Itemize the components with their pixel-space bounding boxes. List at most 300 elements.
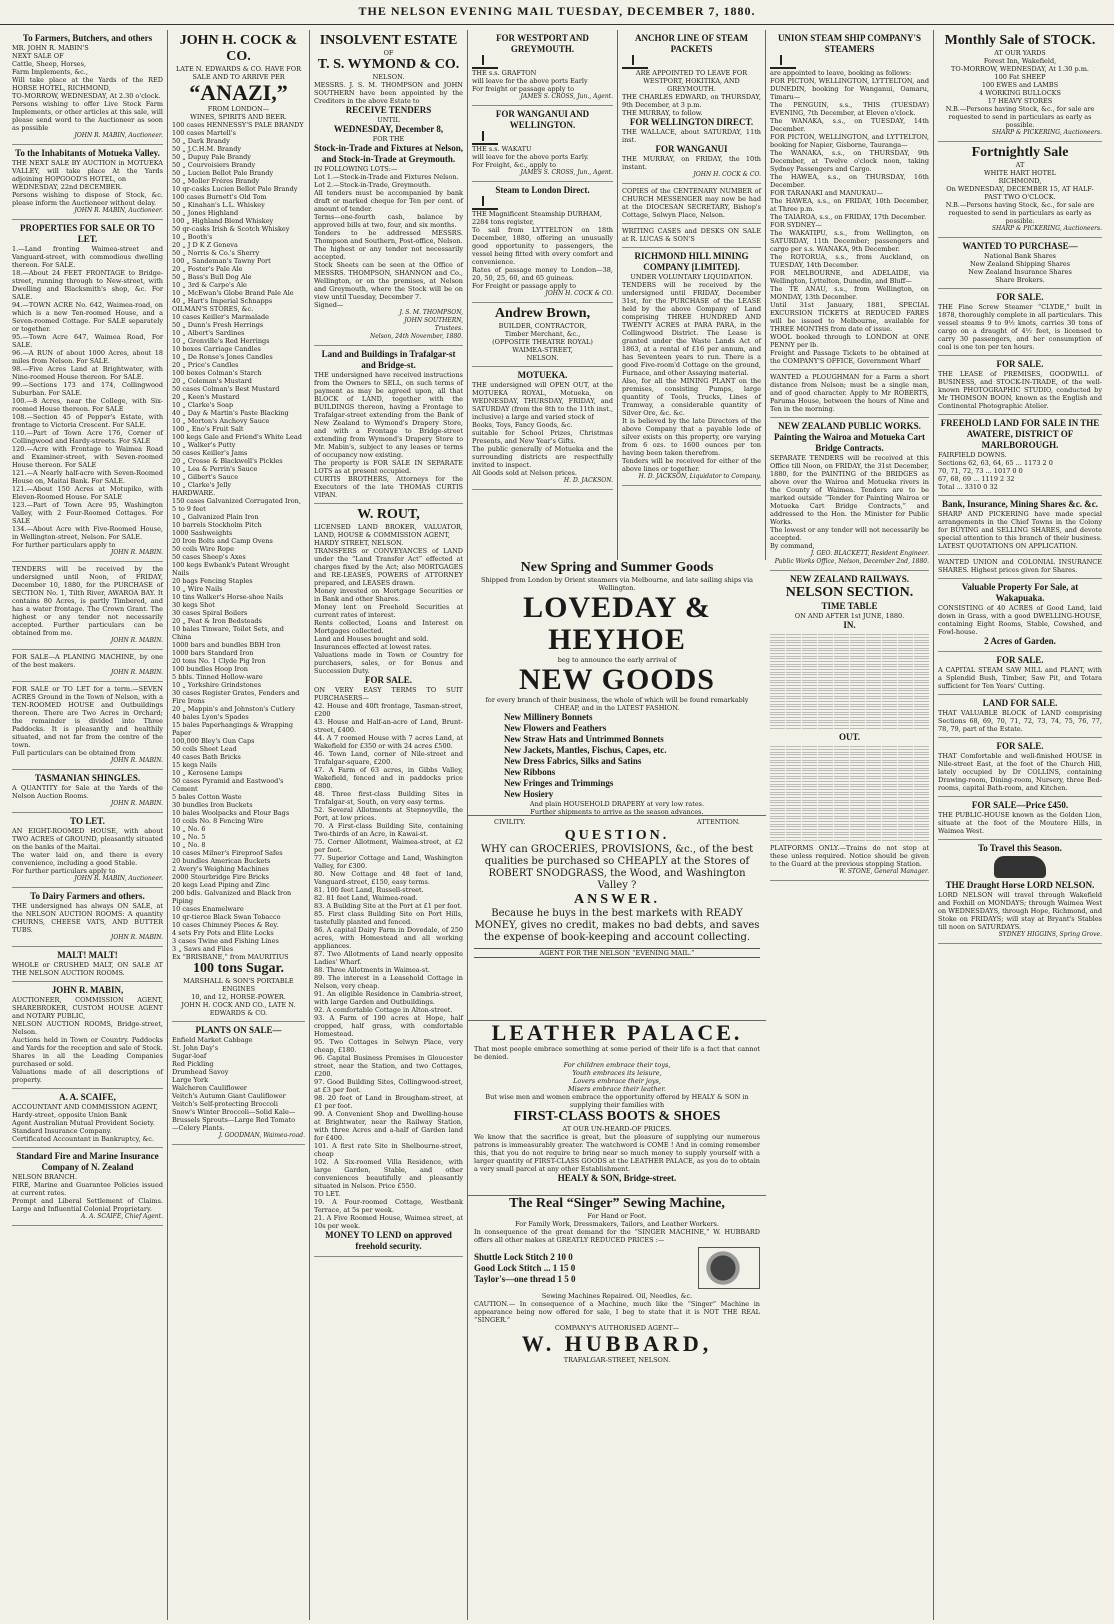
brown-line: BUILDER, CONTRACTOR, xyxy=(498,322,587,330)
timetable-cell xyxy=(882,746,897,753)
timetable-cell xyxy=(818,770,833,777)
lot-line: Stock Sheets can be seen at the Office of MESSRS. THOMPSON, SHANNON and Co., Wellington, or on the premises, at Nelson and Greymouth, where the Stock will be on view until Tuesday, December 7. xyxy=(314,261,463,301)
wellington-title: FOR WELLINGTON DIRECT. xyxy=(629,117,754,127)
sale-line: 89. The interest in a Leasehold Cottage in Nelson, very cheap. xyxy=(314,974,463,990)
col1-ad xyxy=(12,813,163,888)
ad-title: MALT! MALT! xyxy=(57,950,118,960)
wanganui-line: will leave for the above ports Early. xyxy=(472,153,589,161)
timetable-cell xyxy=(882,786,897,793)
timetable-cell xyxy=(882,722,897,729)
ad-line: NEXT SALE OF xyxy=(12,52,64,60)
cock-late: LATE N. EDWARDS & CO. HAVE FOR SALE AND TO ARRIVE PER xyxy=(175,65,302,81)
question-text: WHY can GROCERIES, PROVISIONS, &c., of the best qualities be purchased so CHEAPLY at the Stores of ROBERT SNODGRASS, the Wood, and Washington Valley ? xyxy=(480,844,754,891)
wanganui-sig: JAMES S. CROSS, Jun., Agent. xyxy=(520,169,613,176)
timetable-cell xyxy=(802,634,817,641)
stock-line: 100 bundles Hoop Iron xyxy=(172,665,248,673)
timetable-cell xyxy=(834,642,849,649)
timetable-cell xyxy=(802,786,817,793)
timetable-cell xyxy=(850,818,865,825)
timetable-cell xyxy=(802,650,817,657)
column-1 xyxy=(8,30,168,1620)
stock-line: 100 „ Eno's Fruit Salt xyxy=(172,425,244,433)
goods-item: New Jackets, Mantles, Fischus, Capes, etc. xyxy=(504,745,667,755)
stock-line: 100,000 Bley's Gun Caps xyxy=(172,737,255,745)
ploughman-ad: WANTED a PLOUGHMAN for a Farm a short distance from Nelson; must be a single man, and of good character. Apply to Mr ROBERTS, Paruma House, between the hours of Nine and Ten in the morning. xyxy=(770,370,929,418)
timetable-cell xyxy=(850,786,865,793)
ad-signature: JOHN R. MABIN. xyxy=(110,934,163,941)
wellington-line: THE WALLACE, about SATURDAY, 11th inst. xyxy=(622,128,761,144)
timetable-cell xyxy=(850,762,865,769)
stock-line: 10 „ 3rd & Carpe's Ale xyxy=(172,281,247,289)
timetable-cell xyxy=(786,714,801,721)
westport-line: For freight or passage apply to xyxy=(472,85,574,93)
timetable-cell xyxy=(882,642,897,649)
sawmill-ad xyxy=(938,652,1102,695)
timetable-cell xyxy=(850,810,865,817)
timetable-cell xyxy=(850,674,865,681)
ad-line: For further particulars apply to xyxy=(12,541,116,549)
richmond-line: Also, for all the MINING PLANT on the premises, consisting Pumps, large quantity of Tools, Trucks, Lines of Tramway, a considerable quantity of Silver Ore, &c. &c. xyxy=(622,377,761,417)
motueka-text xyxy=(472,381,613,477)
railways-tt: TIME TABLE xyxy=(821,601,878,611)
timetable-cell xyxy=(818,762,833,769)
col1-ad xyxy=(12,770,163,813)
sale-line: 87. Two Allotments of Land nearly opposite Ladies' Wharf. xyxy=(314,950,463,966)
freehold-line: Total ... 3310 0 32 xyxy=(938,483,998,491)
insolvent-receive: RECEIVE TENDERS xyxy=(345,105,432,115)
freehold-line: 70, 71, 72, 73 ... 1017 0 0 xyxy=(938,467,1023,475)
loveday-drapery: And plain HOUSEHOLD DRAPERY at very low rates. xyxy=(529,800,705,808)
lot-line: IN FOLLOWING LOTS:— xyxy=(314,165,398,173)
timetable-cell xyxy=(834,714,849,721)
ad-signature: JOHN R. MABIN, Auctioneer. xyxy=(74,875,163,882)
timetable-cell xyxy=(914,762,929,769)
ad-line: FOR SALE—A PLANING MACHINE, by one of the best makers. xyxy=(12,653,163,669)
wanted-line: Share Brokers. xyxy=(995,276,1045,284)
ad-line: 134.—About Acre with Five-Roomed House, in Wellington-street, Nelson. For SALE. xyxy=(12,525,163,541)
stock-line: 100 Fat SHEEP xyxy=(994,73,1046,81)
timetable-cell xyxy=(914,706,929,713)
singer-caution: CAUTION.— In consequence of a Machine, much like the “Singer” Machine in appearance being now offered for sale, I beg to state that it is NOT THE REAL “SINGER.” xyxy=(474,1300,760,1324)
motueka-line: The public generally of Motueka and the surrounding districts are respectfully invited to inspect. xyxy=(472,445,613,469)
stock-line: 20 „ Foster's Pale Ale xyxy=(172,265,243,273)
stock-line: 1000 Sashweights xyxy=(172,529,233,537)
ad-title: A. A. SCAIFE, xyxy=(59,1092,116,1102)
plants-ad xyxy=(172,1022,305,1145)
freehold-ad xyxy=(938,415,1102,496)
sale-line: 47. A Farm of 63 acres, in Gibbs Valley, Wakefield, fenced and in paddocks price £800. xyxy=(314,766,463,790)
singer-sub: For Hand or Foot. xyxy=(587,1212,647,1220)
stock-line: 10 „ Gilbert's Sauce xyxy=(172,473,239,481)
stock-line: 50 „ J.C.H.M. Brandy xyxy=(172,145,242,153)
agent-line: AGENT FOR THE NELSON “EVENING MAIL.” xyxy=(474,948,760,958)
col1-ad xyxy=(12,947,163,982)
sale-line: 19. A Four-roomed Cottage, Westbank Terrace, at 5s per week. xyxy=(314,1198,463,1214)
insolvent-stock: Stock-in-Trade and Fixtures at Nelson, and Stock-in-Trade at Greymouth. xyxy=(314,143,463,164)
sale-line: 44. A 7 roomed House with 7 acres Land, at Wakefield for £350 or with 24 acres £500. xyxy=(314,734,463,750)
house-sale-ad xyxy=(938,738,1102,797)
goods-item: New Ribbons xyxy=(504,767,556,777)
answer-title: ANSWER. xyxy=(574,892,660,907)
timetable-cell xyxy=(898,674,913,681)
timetable-cell xyxy=(898,682,913,689)
stock-line: Forest Inn, Wakefield, xyxy=(983,57,1057,65)
studio-ad xyxy=(938,356,1102,415)
plant-line: Red Pickling xyxy=(172,1060,214,1068)
house-sale-title: FOR SALE. xyxy=(996,741,1044,751)
westport-ad xyxy=(472,30,613,106)
timetable-cell xyxy=(866,666,881,673)
cock-title: JOHN H. COCK & CO. xyxy=(179,33,298,64)
stock-line: 10 „ Walker's Putty xyxy=(172,441,236,449)
stock-line: 50 „ Dupuy Pale Brandy xyxy=(172,153,251,161)
ad-line: 18.—About 24 FEET FRONTAGE to Bridge-street, running through to New-street, with Dwelling and Blacksmith's shop, &c. For SALE. xyxy=(12,269,163,301)
rout-line: TRANSFERS or CONVEYANCES of LAND under the “Land Transfer Act” effected at charges fixed by the Act; also MORTGAGES and RE-LEASES, POWERS of ATTORNEY prepared, and LEASES drawn. xyxy=(314,547,463,587)
timetable-cell xyxy=(866,834,881,841)
stock-line: 50 „ Bass's Bull Dog Ale xyxy=(172,273,252,281)
timetable-cell xyxy=(882,810,897,817)
wanted-line: New Zealand Shipping Shares xyxy=(969,260,1071,268)
ad-title: TO LET. xyxy=(70,816,105,826)
timetable-cell xyxy=(786,754,801,761)
stock-line: 100 cases Burnett's Old Tom xyxy=(172,193,267,201)
ad-title: Standard Fire and Marine Insurance Company of N. Zealand xyxy=(16,1151,159,1172)
stock-line: 10 qr-tierce Black Swan Tobacco xyxy=(172,913,281,921)
ad-line: 98.—Five Acres Land at Brightwater, with Nine-roomed House thereon. For SALE. xyxy=(12,365,163,381)
sale-line: 42. House and 40ft frontage, Tasman-street, £200 xyxy=(314,702,463,718)
timetable-cell xyxy=(834,722,849,729)
goods-item: New Flowers and Feathers xyxy=(504,723,607,733)
ad-line: WHOLE or CRUSHED MALT, ON SALE AT THE NELSON AUCTION ROOMS. xyxy=(12,961,163,977)
timetable-cell xyxy=(770,794,785,801)
timetable-cell xyxy=(818,786,833,793)
sawmill-text: A CAPITAL STEAM SAW MILL and PLANT, with a Splendid Bush, Timber, Saw Pit, and Totara sufficient for Ten Years' Cutting. xyxy=(938,666,1102,690)
stock-line: 30 cases Spiral Boilers xyxy=(172,609,248,617)
timetable-cell xyxy=(802,810,817,817)
timetable-cell xyxy=(914,834,929,841)
cock-lines xyxy=(172,121,305,961)
ad-line: 99.—Sections 173 and 174, Collingwood Suburban. For SALE. xyxy=(12,381,163,397)
timetable-cell xyxy=(866,826,881,833)
timetable-cell xyxy=(834,802,849,809)
land-sale-text: THAT VALUABLE BLOCK of LAND comprising Sections 68, 69, 70, 71, 72, 73, 74, 75, 76, 77, 78, 79, part of the Estate. xyxy=(938,709,1102,733)
stock-line: 15 kegs Nails xyxy=(172,761,217,769)
stock-line: 20 „ Peat & Iron Bedsteads xyxy=(172,617,262,625)
stock-line: 50 cases Pyramid and Eastwood's Cement xyxy=(172,777,284,793)
timetable-cell xyxy=(914,770,929,777)
sale-line: 93. A Farm of 190 acres at Hope, half cropped, half grass, with comfortable Homestead. xyxy=(314,1014,463,1038)
rout-line: LICENSED LAND BROKER, VALUATOR, LAND, HOUSE & COMMISSION AGENT, xyxy=(314,523,463,539)
stock-line: 40 bales Lyon's Spades xyxy=(172,713,249,721)
loveday-further: Further shipments to arrive as the season advances. xyxy=(530,808,704,815)
timetable-cell xyxy=(914,778,929,785)
timetable-cell xyxy=(770,650,785,657)
stock-line: 100 „ Sandeman's Tawny Port xyxy=(172,257,271,265)
timetable-cell xyxy=(850,658,865,665)
ad-line: 100.—8 Acres, near the College, with Six-roomed House thereon. For SALE xyxy=(12,397,163,413)
wanted-line: National Bank Shares xyxy=(983,252,1057,260)
ad-signature: JOHN R. MABIN. xyxy=(110,669,163,676)
ad-signature: JOHN R. MABIN. xyxy=(110,549,163,556)
stock-line: 10 cases Milner's Fireproof Safes xyxy=(172,849,283,857)
col1-ad xyxy=(12,982,163,1089)
timetable-cell xyxy=(882,706,897,713)
stock-line: 50 „ Dunn's Fresh Herrings xyxy=(172,321,264,329)
public-house-ad xyxy=(938,797,1102,840)
singer-ad xyxy=(468,1195,766,1620)
westport-sig: JAMES S. CROSS, Jun., Agent. xyxy=(520,93,613,100)
union-line: Freight and Passage Tickets to be obtained at the COMPANY'S OFFICE, Government Wharf xyxy=(770,349,929,365)
timetable-out xyxy=(770,746,929,841)
stock-line: 10 „ Yorkshire Grindstones xyxy=(172,681,262,689)
lot-line: Lot 1.—Stock-in-Trade and Fixtures Nelson. xyxy=(314,173,459,181)
timetable-cell xyxy=(882,650,897,657)
col1-ad xyxy=(12,682,163,770)
union-line: FOR MELBOURNE, and ADELAIDE, via Wellington, Lyttelton, Dunedin, and Bluff— xyxy=(770,269,929,285)
timetable-cell xyxy=(834,826,849,833)
stock-line: 5 bales Cotton Waste xyxy=(172,793,242,801)
stock-line: 20 „ Keen's Mustard xyxy=(172,393,240,401)
public-works-sig: J. GEO. BLACKETT, Resident Engineer. xyxy=(810,550,929,557)
sale-line: 86. A capital Dairy Farm in Dovedale, of 250 acres, with Homestead and all working appliances. xyxy=(314,926,463,950)
leather-intro: That most people embrace something at some period of their life is a fact that cannot be denied. xyxy=(474,1045,760,1061)
stock-line: 20 „ Mappin's and Johnston's Cutlery xyxy=(172,705,295,713)
timetable-cell xyxy=(834,794,849,801)
timetable-cell xyxy=(914,754,929,761)
stock-line: 50 coils Sheet Lead xyxy=(172,745,237,753)
timetable-cell xyxy=(834,706,849,713)
sale-line: 43. House and Half-an-acre of Land, Brunt-street, £400. xyxy=(314,718,463,734)
timetable-cell xyxy=(770,826,785,833)
insolvent-place: NELSON. xyxy=(372,73,405,81)
stock-line: 10 cases Chimney Pieces & Rey. xyxy=(172,921,279,929)
plant-line: Enfield Market Cabbage xyxy=(172,1036,253,1044)
ad-signature: JOHN R. MABIN, Auctioneer. xyxy=(74,207,163,214)
cock-ship: “ANAZI,” xyxy=(189,80,288,105)
stock-line: 10 „ Wire Nails xyxy=(172,585,223,593)
masthead: THE NELSON EVENING MAIL TUESDAY, DECEMBER 7, 1880. xyxy=(0,4,1114,25)
horse-name: THE Draught Horse LORD NELSON. xyxy=(945,880,1095,890)
timetable-cell xyxy=(850,698,865,705)
timetable-cell xyxy=(802,802,817,809)
timetable-cell xyxy=(882,690,897,697)
timetable-cell xyxy=(834,746,849,753)
stock-line: 10 „ No. 5 xyxy=(172,833,206,841)
poem-line: Youth embraces its leisure, xyxy=(572,1069,662,1077)
timetable-cell xyxy=(914,682,929,689)
timetable-cell xyxy=(818,794,833,801)
timetable-cell xyxy=(898,666,913,673)
timetable-cell xyxy=(914,826,929,833)
union-title: UNION STEAM SHIP COMPANY'S STEAMERS xyxy=(777,33,922,54)
freehold-table xyxy=(938,451,1102,491)
stock-line: 2 Avery's Weighing Machines xyxy=(172,865,269,873)
railways-note: PLATFORMS ONLY.—Trains do not stop at these unless required. Notice should be given to the Guard at the previous stopping Station. xyxy=(770,844,929,868)
cock-subtitle: WINES, SPIRITS AND BEER. xyxy=(190,113,287,121)
ad-title: To Dairy Farmers and others. xyxy=(30,891,145,901)
rout-line: Money invested on Mortgage Securities or in Bank and other Shares. xyxy=(314,587,463,603)
timetable-cell xyxy=(818,722,833,729)
ad-line: Farm Implements, &c., xyxy=(12,68,88,76)
timetable-cell xyxy=(770,698,785,705)
timetable-cell xyxy=(898,818,913,825)
timetable-cell xyxy=(882,714,897,721)
col1-ad xyxy=(12,30,163,145)
ad-line: 1.—Land fronting Waimea-street and Vanguard-street, with commodious dwelling thereon. For SALE. xyxy=(12,245,163,269)
insolvent-trustees xyxy=(314,309,463,341)
wanganui-line: THE MURRAY, on FRIDAY, the 10th instant. xyxy=(622,155,761,171)
stock-line: 100 „ Highland Blend Whiskey xyxy=(172,217,274,225)
lot-line: Lot 2.—Stock-in-Trade, Greymouth. xyxy=(314,181,431,189)
stock-line: 1000 bars Standard Iron xyxy=(172,649,254,657)
ad-line: FIRE, Marine and Guarantee Policies issued at current rates. xyxy=(12,1181,163,1197)
clyde-ad xyxy=(938,289,1102,356)
sale-line: 46. Town Land, corner of Nile-street and Trafalgar-square, £200. xyxy=(314,750,463,766)
col1-ad xyxy=(12,650,163,682)
timetable-cell xyxy=(914,786,929,793)
trustee-line: JOHN SOUTHERN, xyxy=(404,317,463,324)
stock-line: 20 „ Price's Candles xyxy=(172,361,239,369)
cock-sugar: 100 tons Sugar. xyxy=(193,961,284,976)
public-house-title: FOR SALE—Price £450. xyxy=(971,800,1069,810)
union-line: are appointed to leave, booking as follows: xyxy=(770,69,912,77)
trustee-line: Trustees. xyxy=(434,325,463,332)
stock-line: 10 coils No. 8 Fencing Wire xyxy=(172,817,264,825)
ad-line: Auctions held in Town or Country. Paddocks and Yards for the reception and sale of Stock. xyxy=(12,1036,163,1052)
sale-line: 85. First class Building Site on Port Hills, tastefully planted and fenced. xyxy=(314,910,463,926)
fortnightly-line: RICHMOND, xyxy=(998,177,1042,185)
bank-shares-ad xyxy=(938,496,1102,555)
timetable-cell xyxy=(914,746,929,753)
timetable-cell xyxy=(914,642,929,649)
lot-line: The highest or any tender not necessarily accepted. xyxy=(314,245,463,261)
travel-text: LORD NELSON will travel through Wakefield and Foxhill on MONDAYS; through Waimea West on WEDNESDAYS, through Hope, Richmond, and Stoke on FRIDAYS; will stay at Bryant's Stables till noon on SATURDAYS. xyxy=(938,891,1102,931)
anchor-title: ANCHOR LINE OF STEAM PACKETS xyxy=(635,33,748,54)
timetable-cell xyxy=(898,778,913,785)
timetable-cell xyxy=(882,802,897,809)
stock-line: 50 „ Lucien Bellot Pale Brandy xyxy=(172,169,274,177)
timetable-cell xyxy=(834,810,849,817)
stock-line: Ex “BRISBANE,” from MAURITIUS xyxy=(172,953,289,961)
westport-title: FOR WESTPORT AND GREYMOUTH. xyxy=(496,33,589,54)
stock-line: 50 „ Dark Brandy xyxy=(172,137,230,145)
timetable-cell xyxy=(850,714,865,721)
singer-addr: TRAFALGAR-STREET, NELSON. xyxy=(563,1356,671,1364)
sale-line: 98. 20 feet of Land in Brougham-street, at £1 per foot. xyxy=(314,1094,463,1110)
timetable-cell xyxy=(786,762,801,769)
valuable-garden: 2 Acres of Garden. xyxy=(984,636,1056,646)
poem-line: For children embrace their toys, xyxy=(563,1061,671,1069)
ad-line: For further particulars apply to xyxy=(12,867,116,875)
timetable-cell xyxy=(818,810,833,817)
lot-line: Terms—one-fourth cash, balance by approved bills at two, four, and six months. xyxy=(314,213,463,229)
motueka-ad xyxy=(472,367,613,490)
public-works-line: By command, xyxy=(770,542,815,550)
question-title: QUESTION. xyxy=(564,828,670,843)
union-line: The HAWEA, s.s., on THURSDAY, 16th December. xyxy=(770,173,929,189)
stock-line: 10 „ Booth's xyxy=(172,233,213,241)
timetable-cell xyxy=(914,666,929,673)
timetable-cell xyxy=(850,754,865,761)
timetable-cell xyxy=(898,634,913,641)
ad-line: 95.—Town Acre 647, Waimea Road, For SALE. xyxy=(12,333,163,349)
sewing-machine-icon xyxy=(698,1247,760,1289)
timetable-cell xyxy=(898,714,913,721)
timetable-cell xyxy=(914,658,929,665)
timetable-cell xyxy=(786,746,801,753)
union-line: The PENGUIN, s.s., THIS (TUESDAY) EVENING, 7th December, at Eleven o'clock. xyxy=(770,101,929,117)
timetable-cell xyxy=(786,834,801,841)
timetable-cell xyxy=(818,674,833,681)
stock-line: 50 „ Moller Fréres Brandy xyxy=(172,177,260,185)
sale-line: 102. A Six-roomed Villa Residence, with large Garden, Stable, and other conveniences beautifully and pleasantly situated in Nelson. Price £550. xyxy=(314,1158,463,1190)
timetable-cell xyxy=(786,674,801,681)
lot-line: Signed— xyxy=(314,301,344,309)
snodgrass-ad xyxy=(468,815,766,1020)
leather-prices: AT OUR UN-HEARD-OF PRICES. xyxy=(562,1125,672,1133)
timetable-cell xyxy=(898,690,913,697)
goods-item: New Fringes and Trimmings xyxy=(504,778,614,788)
leather-poem xyxy=(474,1061,760,1093)
plant-line: Large York xyxy=(172,1076,209,1084)
stock-line: 100 kegs Ewbank's Patent Wrought Nails xyxy=(172,561,290,577)
timetable-cell xyxy=(818,666,833,673)
singer-prices xyxy=(474,1252,692,1285)
timetable-cell xyxy=(866,642,881,649)
sale-line: 81. 100 feet Land, Russell-street. xyxy=(314,886,424,894)
timetable-cell xyxy=(866,810,881,817)
timetable-cell xyxy=(770,666,785,673)
union-line: FOR PICTON, WELLINGTON, LYTTELTON, and DUNEDIN, booking for Wanganui, Oamaru, Timaru— xyxy=(770,77,929,101)
steam-sig: JOHN H. COCK & CO. xyxy=(545,290,613,297)
valuable-text: CONSISTING of 40 ACRES of Good Land, laid down in Grass, with a good DWELLING-HOUSE, containing Eight Rooms, Stable, Cowshed, and Fowl-house. xyxy=(938,604,1102,636)
timetable-cell xyxy=(850,802,865,809)
column-4 xyxy=(468,30,618,560)
sale-line: TO LET. xyxy=(314,1190,341,1198)
leather-boots: FIRST-CLASS BOOTS & SHOES xyxy=(513,1109,721,1124)
timetable-cell xyxy=(898,698,913,705)
timetable-cell xyxy=(850,706,865,713)
union-ad xyxy=(770,30,929,370)
timetable-cell xyxy=(818,698,833,705)
timetable-cell xyxy=(914,818,929,825)
plant-line: Snow's Winter Broccoli—Solid Kale— xyxy=(172,1108,296,1116)
leather-sig: HEALY & SON, Bridge-street. xyxy=(557,1173,677,1183)
goods-item: New Straw Hats and Untrimmed Bonnets xyxy=(504,734,664,744)
column-5 xyxy=(618,30,766,560)
stock-line: 10 barrels Stockholm Pitch xyxy=(172,521,262,529)
railways-in: IN. xyxy=(843,620,856,630)
timetable-cell xyxy=(818,682,833,689)
timetable-cell xyxy=(898,810,913,817)
timetable-cell xyxy=(802,674,817,681)
ad-line: TENDERS will be received by the undersigned until Noon, of FRIDAY, December 10, 1880, for the PURCHASE of SECTION No. 1, Tilth River, AWAROA BAY. It contains 80 Acres, is partly Timbered, and has a water frontage. The Crown Grant. The highest or any tender not necessarily accepted. Further particulars can be obtained from me. xyxy=(12,565,163,637)
ad-line: Persons wishing to dispose of Stock, &c. please inform the Auctioneer without delay. xyxy=(12,191,163,207)
freehold-line: Sections 62, 63, 64, 65 ... 1173 2 0 xyxy=(938,459,1053,467)
land-line: CURTIS BROTHERS, Attorneys for the Executors of the late THOMAS CURTIS VIPAN. xyxy=(314,475,463,499)
ad-signature: JOHN R. MABIN. xyxy=(110,637,163,644)
timetable-cell xyxy=(834,818,849,825)
timetable-cell xyxy=(898,826,913,833)
richmond-title: RICHMOND HILL MINING COMPANY [LIMITED]. xyxy=(634,251,749,272)
union-line: The WANAKA, s.s., on THURSDAY, 9th December, at Twelve o'clock noon, taking Sydney Passengers and Cargo. xyxy=(770,149,929,173)
railways-ad xyxy=(770,571,929,881)
loveday-every: for every branch of their business, the whole of which will be found remarkably CHEAP, and in the LATEST FASHION. xyxy=(485,696,749,712)
stock-line: 50 cases Colman's Best Mustard xyxy=(172,385,280,393)
steam-line: Rates of passage money to London—38, 20, 50, 25, 60, and 65 guineas. xyxy=(472,266,613,282)
timetable-cell xyxy=(834,634,849,641)
stock-line: TO-MORROW, WEDNESDAY, At 1.30 p.m. xyxy=(951,65,1089,73)
